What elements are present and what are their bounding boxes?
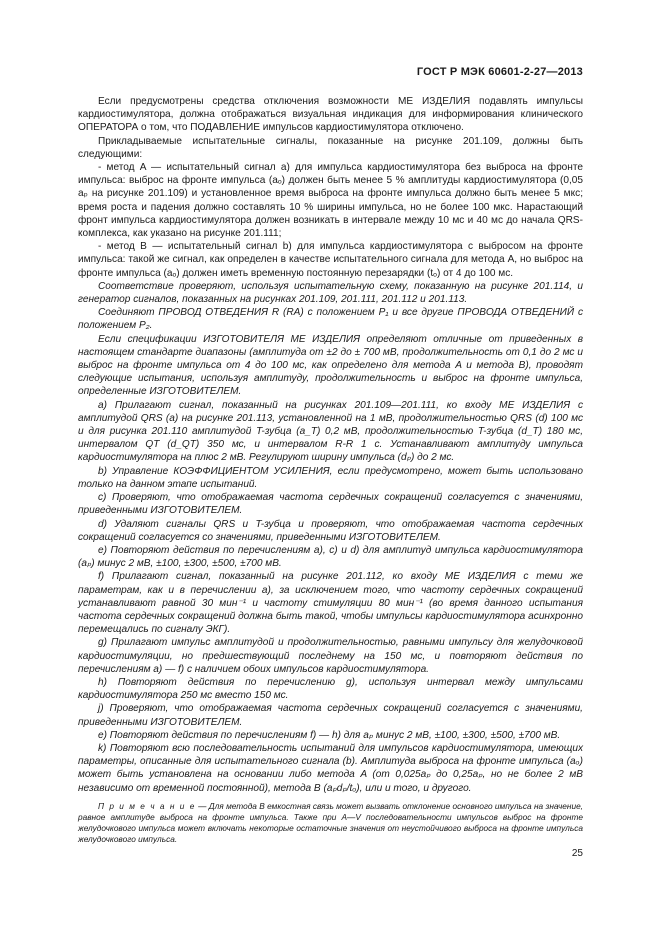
- document-body: [78, 95, 583, 845]
- paragraph: Соответствие проверяют, используя испытательную схему, показанную на рисунке 201.114, и генератор сигналов, показанных на рисунках 201.109, 201.111, 201.112 и 201.113.: [78, 280, 583, 306]
- paragraph: j) Проверяют, что отображаемая частота сердечных сокращений согласуется с значениями, приведенными ИЗГОТОВИТЕЛЕМ.: [78, 703, 583, 728]
- page-number: 25: [571, 848, 583, 859]
- note-label: П р и м е ч а н и е: [98, 800, 196, 811]
- paragraph: h) Повторяют действия по перечислению g), используя интервал между импульсами кардиостимулятора 250 мс вместо 150 мс.: [78, 676, 583, 702]
- paragraph: e) Повторяют действия по перечислениям a), c) и d) для амплитуд импульса кардиостимулятора (aₚ) минус 2 мВ, ±100, ±300, ±500, ±700 мВ.: [78, 544, 583, 570]
- paragraph: Если предусмотрены средства отключения возможности МЕ ИЗДЕЛИЯ подавлять импульсы кардиостимулятора, должна отображаться визуальная индикация для информирования клинического ОПЕРАТОРА о том, что ПОДАВЛЕНИЕ импульсов кардиостимулятора отключено.: [78, 96, 583, 134]
- paragraph: d) Удаляют сигналы QRS и T-зубца и проверяют, что отображаемая частота сердечных сокращений согласуется со значениями, приведенными ИЗГОТОВИТЕЛЕМ.: [78, 518, 583, 543]
- paragraph: Если спецификации ИЗГОТОВИТЕЛЯ МЕ ИЗДЕЛИЯ определяют отличные от приведенных в настоящем стандарте диапазоны (амплитуда от ±2 до ± 700 мВ, продолжительность от 0,1 до 2 мс и выброс на фронте импульса от 4 до 100 мс, как определено для метода A и метода B), проводят следующие испытания, используя амплитуду, продолжительность и выброс на фронте импульса, определенные ИЗГОТОВИТЕЛЕМ.: [78, 333, 583, 398]
- paragraph: c) Проверяют, что отображаемая частота сердечных сокращений согласуется с значениями, приведенными ИЗГОТОВИТЕЛЕМ.: [78, 492, 583, 517]
- paragraph: - метод B — испытательный сигнал b) для импульса кардиостимулятора с выбросом на фронте импульса: такой же сигнал, как определен в качестве испытательного сигнала для метода A, но выброс на фронте импульса (aₒ) должен иметь временную постоянную перезарядки (tₒ) от 4 до 100 мс.: [78, 241, 583, 279]
- paragraph: - метод A — испытательный сигнал a) для импульса кардиостимулятора без выброса на фронте импульса: выброс на фронте импульса (aₒ) должен быть менее 5 % амплитуды кардиостимулятора (0,05 aₚ на рисунке 201.109) и установленное время выброса на фронте импульса должно быть менее 5 мкс; время роста и падения должно составлять 10 % ширины импульса, но не более 100 мкс. Нарастающий фронт импульса кардиостимулятора должен возникать в интервале между 10 мс и 40 мс до начала QRS-комплекса, как указано на рисунке 201.111;: [78, 162, 583, 240]
- paragraph: a) Прилагают сигнал, показанный на рисунках 201.109—201.111, ко входу МЕ ИЗДЕЛИЯ с амплитудой QRS (a) на рисунке 201.113, установленной на 1 мВ, продолжительностью QRS (d) 100 мс и для рисунка 201.110 амплитудой T-зубца (a_T) 0,2 мВ, продолжительностью T-зубца (d_T) 180 мс, интервалом QT (d_QT) 350 мс, и интервалом R-R 1 с. Устанавливают амплитуду импульса кардиостимулятора на плюс 2 мВ. Регулируют ширину импульса (dₚ) до 2 мс.: [78, 399, 583, 464]
- paragraph: e) Повторяют действия по перечислениям f) — h) для aₚ минус 2 мВ, ±100, ±300, ±500, ±700 мВ.: [98, 729, 561, 741]
- paragraph: k) Повторяют всю последовательность испытаний для импульсов кардиостимулятора, имеющих параметры, описанные для испытательного сигнала (b). Амплитуда выброса на фронте импульса (aₒ) может быть установлена на основании либо метода A (от 0,025aₚ до 0,25aₚ, но не более 2 мВ независимо от временной постоянной), метода B (aₚdₚ/tₒ), или и того, и другого.: [78, 742, 583, 794]
- note-text: — Для метода B емкостная связь может вызвать отклонение основного импульса на значение, равное амплитуде выброса на фронте импульса. Также при A—V последовательности импульсов выброс на фронте желудочкового импульса может включать некоторые остаточные значения от неустойчивого выброса на фронте импульса желудочкового импульса.: [78, 800, 583, 844]
- note: [78, 801, 583, 845]
- paragraph: Прикладываемые испытательные сигналы, показанные на рисунке 201.109, должны быть следующими:: [78, 135, 583, 160]
- standard-header: ГОСТ Р МЭК 60601-2-27—2013: [416, 66, 583, 78]
- paragraph: g) Прилагают импульс амплитудой и продолжительностью, равными импульсу для желудочковой кардиостимуляции, но предшествующий последнему на 150 мс, и повторяют действия по перечислениям a) — f) с наличием обоих импульсов кардиостимулятора.: [78, 637, 583, 675]
- paragraph: Соединяют ПРОВОД ОТВЕДЕНИЯ R (RA) с положением P₁ и все другие ПРОВОДА ОТВЕДЕНИЙ с положением P₂.: [78, 307, 583, 332]
- paragraph: b) Управление КОЭФФИЦИЕНТОМ УСИЛЕНИЯ, если предусмотрено, может быть использовано только на данном этапе испытаний.: [78, 465, 583, 490]
- paragraph: f) Прилагают сигнал, показанный на рисунке 201.112, ко входу МЕ ИЗДЕЛИЯ с теми же параметрам, как и в перечислении a), за исключением того, что частоту сердечных сокращений устанавливают равной 30 мин⁻¹ и частоту стимуляции 80 мин⁻¹ (во время данного испытания частота сердечных сокращений должна быть такой, чтобы импульсы кардиостимулятора асинхронно перемещались по сигналу ЭКГ).: [78, 571, 583, 636]
